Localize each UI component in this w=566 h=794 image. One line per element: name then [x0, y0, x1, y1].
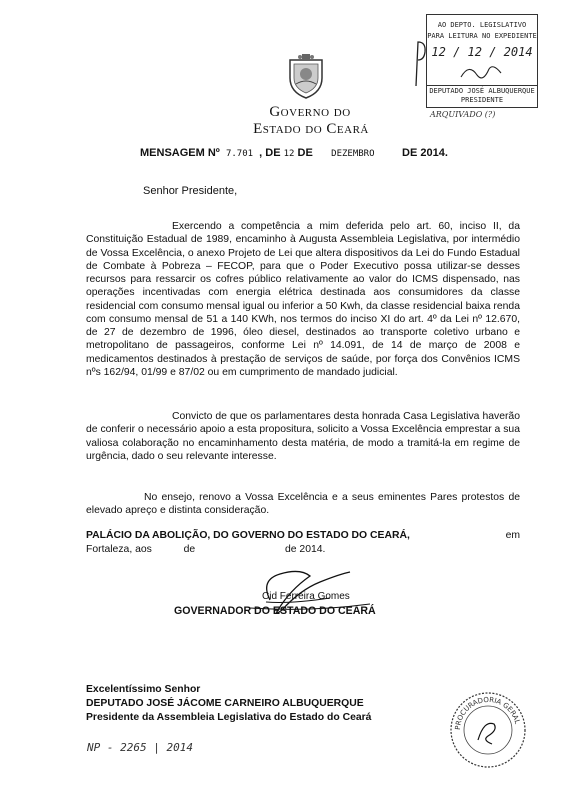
- message-day: 12: [283, 149, 295, 159]
- reception-stamp: [426, 14, 538, 108]
- message-year: DE 2014.: [402, 147, 448, 159]
- signer-title: GOVERNADOR DO ESTADO DO CEARÁ: [174, 605, 376, 617]
- message-number-line: [140, 147, 480, 159]
- stamp-line1: AO DEPTO. LEGISLATIVO: [437, 21, 527, 29]
- np-number: NP - 2265 | 2014: [87, 741, 193, 754]
- header-estado: Estado do Ceará: [253, 121, 369, 137]
- palace-name: PALÁCIO DA ABOLIÇÃO, DO GOVERNO DO ESTADO DO CEARÁ,: [86, 530, 410, 541]
- stamp-line4: PRESIDENTE: [460, 96, 504, 104]
- message-number: 7.701: [225, 149, 254, 159]
- paragraph-2: [86, 410, 520, 463]
- addressee-line3: Presidente da Assembleia Legislativa do Estado do Ceará: [86, 712, 372, 724]
- closing-em: em: [505, 530, 520, 541]
- closing-block: [86, 529, 520, 557]
- closing-year: de 2014.: [284, 544, 326, 555]
- procuradoria-seal-icon: [448, 690, 528, 770]
- stamp-date: 12 / 12 / 2014: [431, 45, 533, 59]
- stamp-line3: DEPUTADO JOSÉ ALBUQUERQUE: [427, 85, 537, 95]
- stamp-signature-icon: [457, 61, 507, 83]
- paragraph-3-text: No ensejo, renovo a Vossa Excelência e a seus eminentes Pares protestos de elevado apreço e distinta consideração.: [86, 492, 520, 517]
- paragraph-3: [86, 491, 520, 518]
- paragraph-2-text: Convicto de que os parlamentares desta honrada Casa Legislativa haverão de conferir o necessário apoio a esta propositura, solicito a Vossa Excelência emprestar a sua valiosa colaboração no encaminhamento desta matéria, de modo a tramitá-la em regime de urgência, dado o seu relevante interesse.: [86, 411, 520, 462]
- addressee-block: [86, 683, 371, 726]
- header-governo: Governo do: [269, 104, 351, 120]
- seal-text: PROCURADORIA GERAL: [453, 695, 522, 731]
- closing-de: de: [183, 544, 196, 555]
- paragraph-1: [86, 220, 520, 379]
- handwritten-note: ARQUIVADO (?): [430, 110, 496, 119]
- addressee-line1: Excelentíssimo Senhor: [86, 684, 201, 695]
- message-month: DEZEMBRO: [331, 149, 375, 159]
- signer-name: Cid Ferreira Gomes: [262, 591, 350, 602]
- message-de: , DE: [259, 147, 281, 159]
- message-label: MENSAGEM Nº: [140, 147, 220, 159]
- paragraph-1-text: Exercendo a competência a mim deferida pelo art. 60, inciso II, da Constituição Estadual de 1989, encaminho à Augusta Assembleia Legislativa, por intermédio de Vossa Excelência, o anexo Projeto de Lei que altera dispositivos da Lei do Fundo Estadual de Combate à Pobreza – FECOP, para que o Poder Executivo possa utilizar-se desses recursos para ressarcir os cofres público relativamente ao valor do ICMS dispensado, nas operações incentivadas com energia elétrica destinada aos consumidores da classe residencial com consumo mensal igual ou inferior a 50 Kwh, da classe residencial baixa renda com consumo mensal de 51 a 140 KWh, nos termos do inciso XI do art. 4º da Lei nº 12.670, de 27 de dezembro de 1996, óleo diesel, destinados ao transporte coletivo urbano e metropolitano de passageiros, conforme Lei nº 14.091, de 14 de março de 2008 e medicamentos destinados à prestação de serviços de saúde, por força dos Convênios ICMS nºs 162/94, 01/99 e 87/02 ou em cumprimento de mandado judicial.: [86, 221, 520, 378]
- stamp-line2: PARA LEITURA NO EXPEDIENTE: [427, 32, 537, 40]
- state-coat-of-arms-icon: [282, 52, 330, 100]
- closing-city: Fortaleza, aos: [86, 544, 152, 555]
- salutation: Senhor Presidente,: [143, 185, 238, 197]
- addressee-line2: DEPUTADO JOSÉ JÁCOME CARNEIRO ALBUQUERQUE: [86, 698, 364, 710]
- message-de2: DE: [297, 147, 313, 159]
